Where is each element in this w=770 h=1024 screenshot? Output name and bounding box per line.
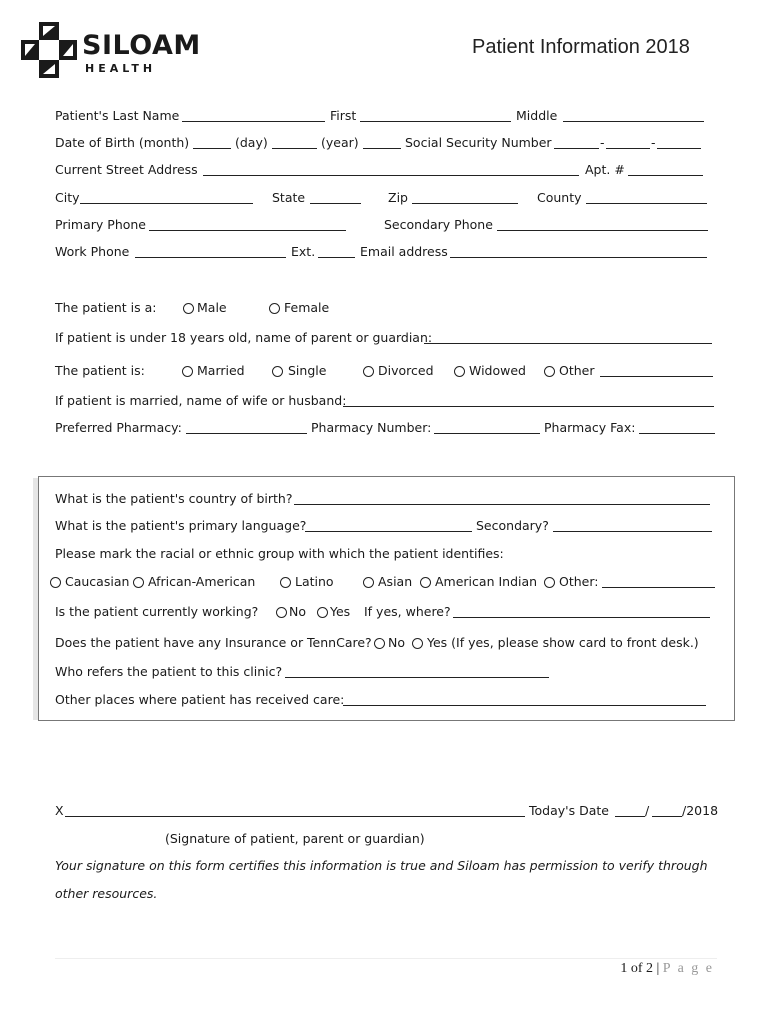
working-no-label: No (289, 604, 306, 619)
ssn-dash-2: - (651, 135, 656, 150)
siloam-logo-icon (21, 22, 77, 78)
insurance-question: Does the patient have any Insurance or TennCare? (55, 635, 372, 650)
working-yes-label: Yes (330, 604, 351, 619)
latino-radio[interactable] (280, 577, 291, 588)
race-question: Please mark the racial or ethnic group with which the patient identifies: (55, 546, 504, 561)
african-american-radio[interactable] (133, 577, 144, 588)
other-marital-label: Other (559, 363, 595, 378)
secondary-language-label: Secondary? (476, 518, 549, 533)
dob-month-field[interactable] (193, 148, 231, 149)
demographics-box (38, 476, 735, 721)
other-places-label: Other places where patient has received care: (55, 692, 345, 707)
other-race-radio[interactable] (544, 577, 555, 588)
first-name-label: First (330, 108, 357, 123)
insurance-no-label: No (388, 635, 405, 650)
insurance-yes-radio[interactable] (412, 638, 423, 649)
dob-month-label: Date of Birth (month) (55, 135, 190, 150)
divorced-label: Divorced (378, 363, 434, 378)
ssn-dash-1: - (600, 135, 605, 150)
single-label: Single (288, 363, 327, 378)
guardian-field[interactable] (424, 343, 712, 344)
american-indian-label: American Indian (435, 574, 538, 589)
other-race-label: Other: (559, 574, 599, 589)
certification-note-line1: Your signature on this form certifies this information is true and Siloam has permission to verify through (55, 858, 708, 873)
widowed-radio[interactable] (454, 366, 465, 377)
other-race-field[interactable] (602, 587, 715, 588)
male-label: Male (197, 300, 227, 315)
insurance-yes-label: Yes (If yes, please show card to front desk.) (427, 635, 699, 650)
secondary-phone-field[interactable] (497, 230, 708, 231)
married-radio[interactable] (182, 366, 193, 377)
working-question: Is the patient currently working? (55, 604, 259, 619)
other-places-field[interactable] (343, 705, 706, 706)
page-title: Patient Information 2018 (472, 36, 690, 58)
apt-label: Apt. # (585, 162, 625, 177)
certification-note-line2: other resources. (55, 886, 158, 901)
spouse-label: If patient is married, name of wife or husband: (55, 393, 347, 408)
marital-label: The patient is: (55, 363, 145, 378)
dob-year-field[interactable] (363, 148, 401, 149)
male-radio[interactable] (183, 303, 194, 314)
street-label: Current Street Address (55, 162, 198, 177)
insurance-no-radio[interactable] (374, 638, 385, 649)
female-label: Female (284, 300, 330, 315)
ext-label: Ext. (291, 244, 316, 259)
african-american-label: African-American (148, 574, 256, 589)
zip-field[interactable] (412, 203, 518, 204)
todays-date-label: Today's Date (529, 803, 609, 818)
street-field[interactable] (203, 175, 579, 176)
page-separator: | (652, 961, 663, 976)
working-where-field[interactable] (453, 617, 710, 618)
date-month-field[interactable] (615, 816, 645, 817)
sex-label: The patient is a: (55, 300, 157, 315)
refers-field[interactable] (285, 677, 549, 678)
state-label: State (272, 190, 306, 205)
latino-label: Latino (295, 574, 334, 589)
female-radio[interactable] (269, 303, 280, 314)
asian-label: Asian (378, 574, 413, 589)
zip-label: Zip (388, 190, 408, 205)
email-field[interactable] (450, 257, 707, 258)
date-year-label: /2018 (682, 803, 719, 818)
brand-name: SILOAM (82, 30, 201, 61)
date-slash: / (645, 803, 650, 818)
language-label: What is the patient's primary language? (55, 518, 307, 533)
married-label: Married (197, 363, 245, 378)
widowed-label: Widowed (469, 363, 526, 378)
asian-radio[interactable] (363, 577, 374, 588)
signature-field[interactable] (65, 816, 525, 817)
footer-rule (55, 958, 717, 959)
secondary-language-field[interactable] (553, 531, 712, 532)
pharmacy-number-field[interactable] (434, 433, 540, 434)
country-label: What is the patient's country of birth? (55, 491, 293, 506)
brand-subtitle: HEALTH (85, 62, 157, 75)
page-label: P a g e (662, 961, 714, 976)
other-marital-field[interactable] (600, 376, 713, 377)
dob-day-label: (day) (235, 135, 268, 150)
language-field[interactable] (305, 531, 472, 532)
working-yes-radio[interactable] (317, 607, 328, 618)
page-footer (620, 961, 714, 977)
state-field[interactable] (310, 203, 361, 204)
ssn-part2-field[interactable] (606, 148, 650, 149)
first-name-field[interactable] (360, 121, 511, 122)
ssn-label: Social Security Number (405, 135, 552, 150)
work-phone-field[interactable] (135, 257, 286, 258)
dob-day-field[interactable] (272, 148, 317, 149)
signature-caption: (Signature of patient, parent or guardian) (165, 831, 425, 846)
city-label: City (55, 190, 80, 205)
signature-x: X (55, 803, 64, 818)
pharmacy-number-label: Pharmacy Number: (311, 420, 432, 435)
primary-phone-field[interactable] (149, 230, 346, 231)
city-field[interactable] (80, 203, 253, 204)
pharmacy-fax-field[interactable] (639, 433, 715, 434)
primary-phone-label: Primary Phone (55, 217, 146, 232)
pharmacy-field[interactable] (186, 433, 307, 434)
page-number: 1 of 2 (620, 961, 653, 976)
single-radio[interactable] (272, 366, 283, 377)
working-no-radio[interactable] (276, 607, 287, 618)
ext-field[interactable] (318, 257, 355, 258)
email-label: Email address (360, 244, 448, 259)
refers-label: Who refers the patient to this clinic? (55, 664, 283, 679)
ssn-part1-field[interactable] (554, 148, 599, 149)
caucasian-label: Caucasian (65, 574, 130, 589)
pharmacy-fax-label: Pharmacy Fax: (544, 420, 636, 435)
last-name-field[interactable] (182, 121, 325, 122)
county-label: County (537, 190, 582, 205)
divorced-radio[interactable] (363, 366, 374, 377)
dob-year-label: (year) (321, 135, 359, 150)
pharmacy-label: Preferred Pharmacy: (55, 420, 182, 435)
date-day-field[interactable] (652, 816, 682, 817)
work-phone-label: Work Phone (55, 244, 130, 259)
ssn-part3-field[interactable] (657, 148, 701, 149)
apt-field[interactable] (628, 175, 703, 176)
other-marital-radio[interactable] (544, 366, 555, 377)
middle-name-field[interactable] (563, 121, 704, 122)
american-indian-radio[interactable] (420, 577, 431, 588)
secondary-phone-label: Secondary Phone (384, 217, 493, 232)
last-name-label: Patient's Last Name (55, 108, 180, 123)
working-where-label: If yes, where? (364, 604, 451, 619)
county-field[interactable] (586, 203, 707, 204)
caucasian-radio[interactable] (50, 577, 61, 588)
middle-name-label: Middle (516, 108, 558, 123)
guardian-label: If patient is under 18 years old, name of parent or guardian: (55, 330, 433, 345)
spouse-field[interactable] (343, 406, 714, 407)
country-field[interactable] (294, 504, 710, 505)
